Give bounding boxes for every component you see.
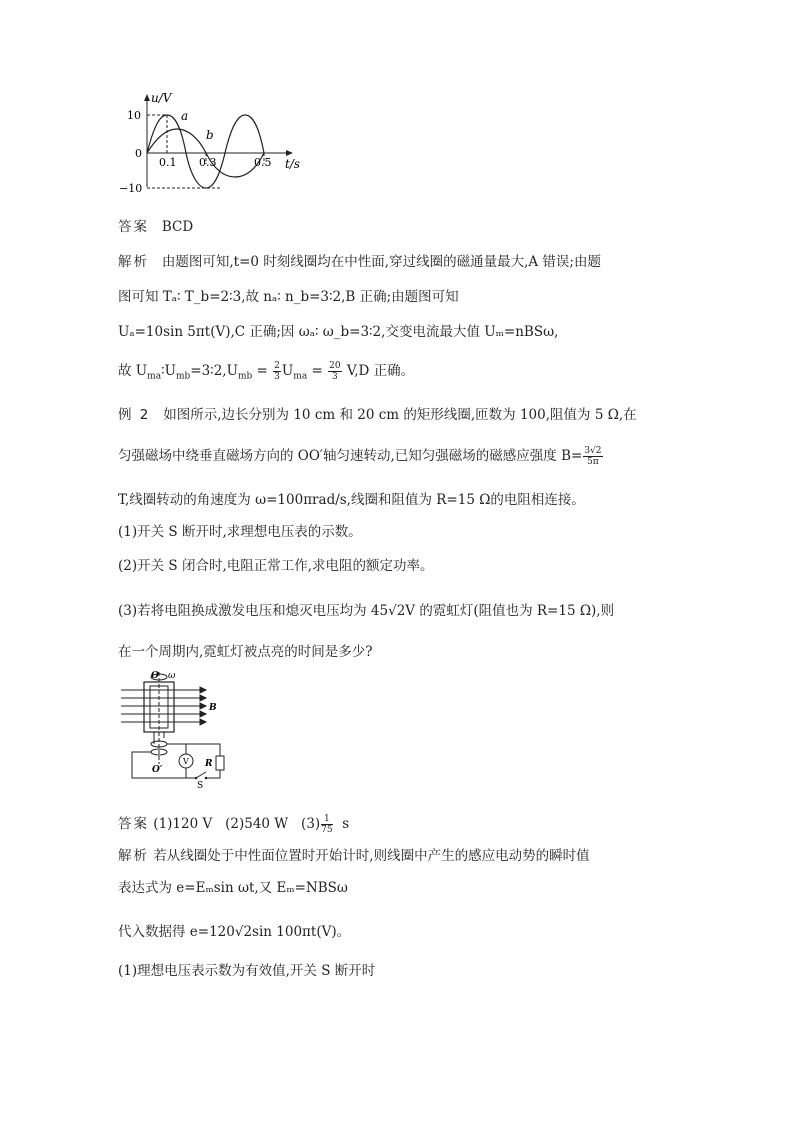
- analysis-1-line-1: [118, 252, 601, 272]
- analysis-1-line-3: Uₐ=10sin 5πt(V),C 正确;因 ωₐ∶ ω_b=3∶2,交变电流最大值 Uₘ=nBSω,: [118, 324, 559, 340]
- y-axis-label: u/V: [151, 92, 172, 105]
- answer-part-3: (3): [301, 816, 321, 832]
- analysis-label: 解析: [118, 848, 149, 864]
- label-omega: ω: [168, 671, 176, 681]
- analysis-2-line-2: 表达式为 e=Eₘsin ωt,又 Eₘ=NBSω: [118, 880, 348, 896]
- label-r: R: [205, 759, 213, 769]
- circuit-diagram: [118, 668, 238, 790]
- u-axis-arrow: [144, 94, 150, 101]
- label-o-prime: O′: [152, 765, 163, 775]
- text-seg: =3∶2,U: [190, 363, 238, 379]
- answer-1: [118, 217, 193, 237]
- question-3-line-1: (3)若将电阻换成激发电压和熄灭电压均为 45√2V 的霓虹灯(阻值也为 R=15 Ω),则: [118, 603, 615, 619]
- label-v: V: [183, 757, 189, 766]
- answer-part-2: (2)540 W: [225, 816, 289, 832]
- question-2: (2)开关 S 闭合时,电阻正常工作,求电阻的额定功率。: [118, 558, 434, 574]
- frac-den: 3: [331, 372, 338, 382]
- analysis-1-line-4: [118, 361, 414, 387]
- answer-unit: s: [342, 816, 350, 832]
- voltage-time-graph: [115, 92, 315, 192]
- subscript: mb: [175, 371, 191, 382]
- frac-num: 3√2: [584, 446, 602, 456]
- x-tick-0.5: 0.5: [254, 156, 272, 169]
- subscript: ma: [147, 371, 162, 382]
- y-tick-0: 0: [135, 147, 142, 160]
- question-3-line-2: 在一个周期内,霓虹灯被点亮的时间是多少?: [118, 644, 373, 660]
- label-b: B: [209, 703, 217, 713]
- analysis-1-line-2: 图可知 Tₐ∶ T_b=2∶3,故 nₐ∶ n_b=3∶2,B 正确;由题图可知: [118, 289, 459, 305]
- analysis-2-line-4: (1)理想电压表示数为有效值,开关 S 断开时: [118, 963, 376, 979]
- analysis-2-text-1: 若从线圈处于中性面位置时开始计时,则线圈中产生的感应电动势的瞬时值: [153, 848, 590, 864]
- label-s: S: [197, 781, 204, 790]
- frac-den: 75: [321, 825, 333, 835]
- answer-label: 答案: [118, 816, 149, 832]
- analysis-label: 解析: [118, 254, 149, 270]
- text-seg: U: [281, 363, 294, 379]
- question-1: (1)开关 S 断开时,求理想电压表的示数。: [118, 524, 362, 540]
- subscript: mb: [237, 371, 253, 382]
- subscript: ma: [293, 371, 308, 382]
- example-2-line-3: T,线圈转动的角速度为 ω=100πrad/s,线圈和阻值为 R=15 Ω的电阻相连接。: [118, 492, 585, 508]
- text-seg: ∶U: [161, 363, 176, 379]
- text-seg: =: [307, 363, 328, 379]
- magnetic-field-lines: [121, 687, 206, 725]
- frac-den: 3: [274, 372, 280, 382]
- example-2-line-1: [118, 405, 637, 425]
- text-seg: 故 U: [118, 363, 148, 379]
- x-tick-0.1: 0.1: [159, 156, 177, 169]
- y-tick-10: 10: [127, 109, 141, 122]
- frac-num: 20: [329, 361, 341, 371]
- example-2-line-2: [118, 446, 604, 467]
- resistor: [216, 756, 224, 770]
- label-o: O: [151, 671, 159, 681]
- analysis-2-line-1: [118, 846, 590, 866]
- example-label: 例 2: [118, 407, 151, 423]
- text-seg: =: [252, 363, 273, 379]
- frac-den: 5π: [587, 457, 599, 467]
- example-2-text-1: 如图所示,边长分别为 10 cm 和 20 cm 的矩形线圈,匝数为 100,阻值为 5 Ω,在: [163, 407, 637, 423]
- fraction-one-seventyfifth: [321, 814, 332, 835]
- analysis-2-line-3: 代入数据得 e=120√2sin 100πt(V)。: [118, 924, 351, 940]
- fraction-b-value: [583, 446, 602, 467]
- y-tick-neg10: −10: [119, 182, 143, 192]
- analysis-1-text-1: 由题图可知,t=0 时刻线圈均在中性面,穿过线圈的磁通量最大,A 错误;由题: [161, 254, 601, 270]
- text-seg: V,D 正确。: [342, 363, 415, 379]
- answer-label: 答案: [118, 219, 149, 235]
- fraction-two-thirds: [273, 361, 281, 382]
- frac-num: 2: [274, 361, 280, 371]
- fraction-twenty-thirds: [328, 361, 341, 382]
- answer-2: [118, 814, 349, 835]
- answer-text: BCD: [161, 219, 194, 235]
- x-axis-label: t/s: [285, 157, 301, 171]
- frac-num: 1: [321, 814, 332, 825]
- curve-a-label: a: [181, 109, 189, 123]
- t-axis-arrow: [286, 150, 293, 156]
- answer-part-1: (1)120 V: [153, 816, 213, 832]
- example-2-text-2: 匀强磁场中绕垂直磁场方向的 OO′轴匀速转动,已知匀强磁场的磁感应强度 B=: [118, 448, 583, 464]
- curve-b-label: b: [206, 128, 214, 142]
- x-tick-0.3: 0.3: [199, 156, 217, 169]
